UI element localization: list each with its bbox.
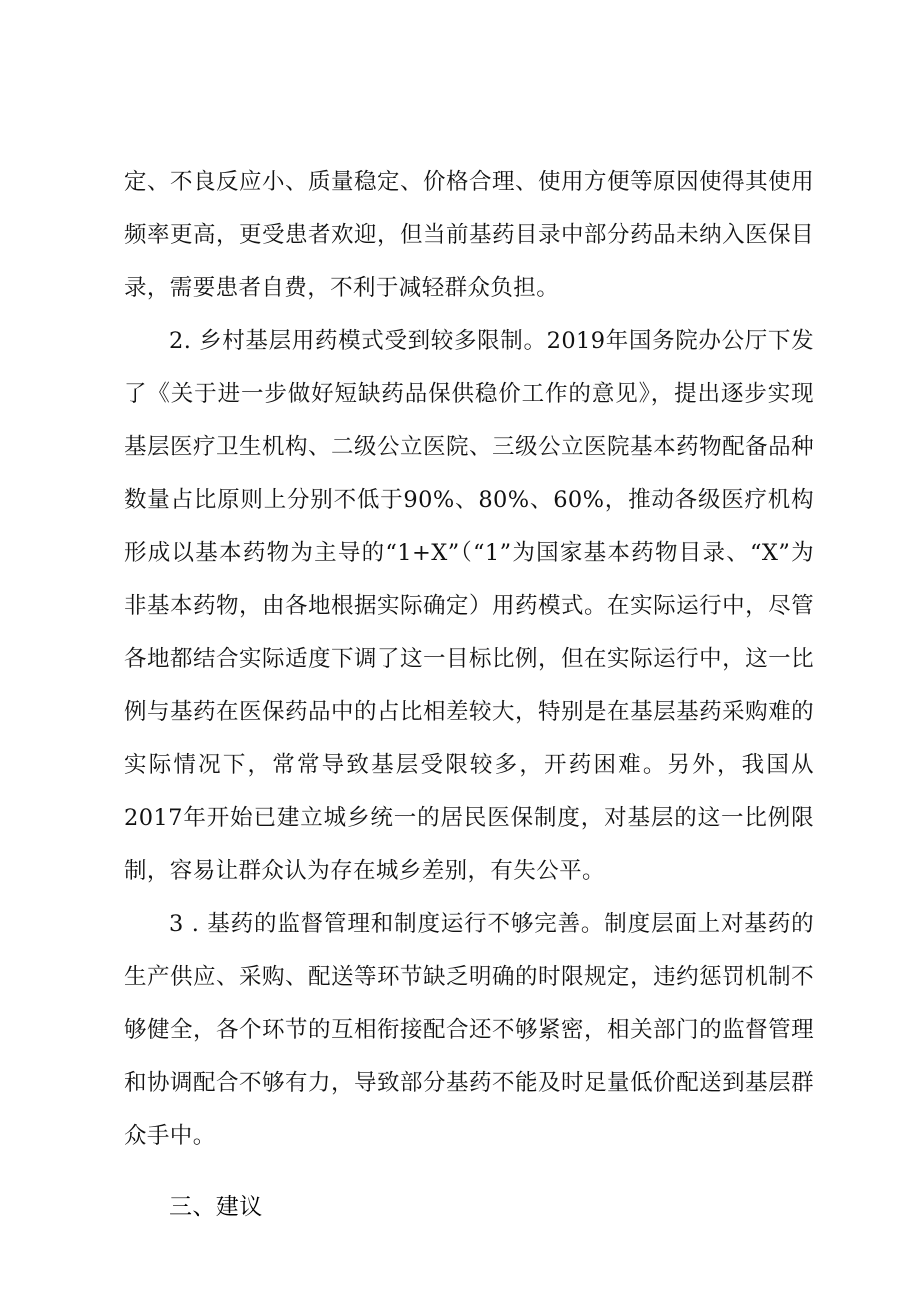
paragraph-continuation: 定、不良反应小、质量稳定、价格合理、使用方便等原因使得其使用频率更高，更受患者欢迎，但当前基药目录中部分药品未纳入医保目录，需要患者自费，不利于减轻群众负担。 (124, 169, 814, 301)
paragraph-2: 2. 乡村基层用药模式受到较多限制。2019年国务院办公厅下发了《关于进一步做好短缺药品保供稳价工作的意见》，提出逐步实现基层医疗卫生机构、二级公立医院、三级公立医院基本药物配备品种数量占比原则上分别不低于90%、80%、60%，推动各级医疗机构形成以基本药物为主导的“1+X”（“1”为国家基本药物目录、“X”为非基本药物，由各地根据实际确定）用药模式。在实际运行中，尽管各地都结合实际适度下调了这一目标比例，但在实际运行中，这一比例与基药在医保药品中的占比相差较大，特别是在基层基药采购难的实际情况下，常常导致基层受限较多，开药困难。另外，我国从2017年开始已建立城乡统一的居民医保制度，对基层的这一比例限制，容易让群众认为存在城乡差别，有失公平。 (124, 328, 814, 884)
paragraph-3: 3 . 基药的监督管理和制度运行不够完善。制度层面上对基药的生产供应、采购、配送等环节缺乏明确的时限规定，违约惩罚机制不够健全，各个环节的互相衔接配合还不够紧密，相关部门的监督管理和协调配合不够有力，导致部分基药不能及时足量低价配送到基层群众手中。 (124, 911, 814, 1149)
section-heading: 三、建议 (169, 1194, 263, 1220)
document-body (124, 156, 814, 1234)
